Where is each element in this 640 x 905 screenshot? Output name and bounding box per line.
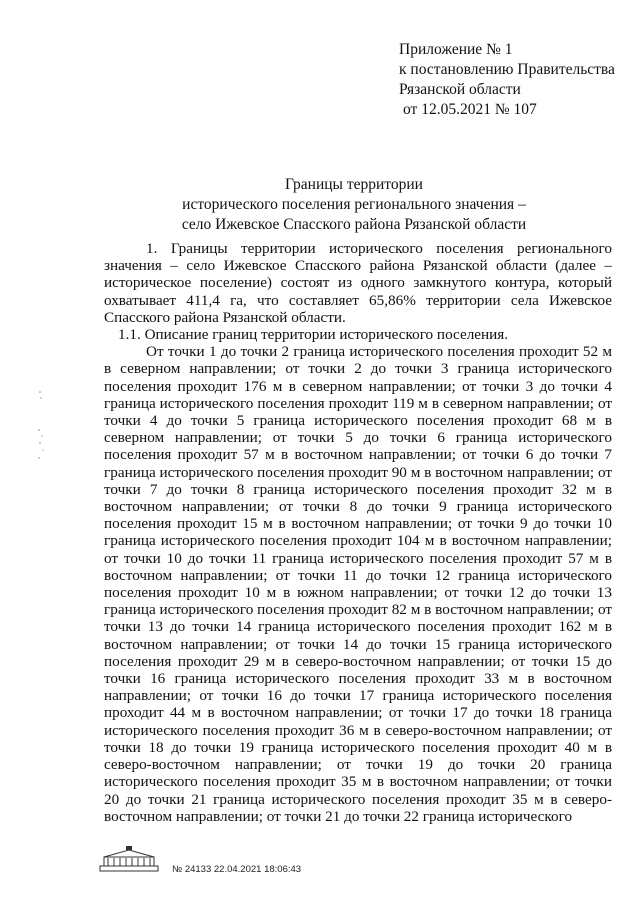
registration-footer — [98, 846, 398, 876]
annex-reference: к постановлению Правительства — [399, 61, 615, 78]
paragraph-1-1-heading: 1.1. Описание границ территории исторического поселения. — [118, 326, 509, 344]
title-line-2: исторического поселения регионального значения – — [182, 196, 526, 213]
scan-noise-icon — [34, 388, 48, 468]
annex-region: Рязанской области — [399, 81, 521, 98]
title-line-3: село Ижевское Спасского района Рязанской области — [181, 216, 527, 233]
paragraph-1: 1. Границы территории исторического поселения регионального значения – село Ижевское Спасского района Рязанской области (далее – историческое поселение) состоят из одного замкнутого контура, который охватывает 411,4 га, что составляет 65,86% территории села Ижевское Спасского района Рязанской области. — [104, 240, 612, 326]
title-line-1: Границы территории — [285, 176, 423, 193]
scan-margin-marks — [34, 388, 48, 468]
annex-date: от 12.05.2021 № 107 — [403, 101, 537, 118]
registration-stamp: № 24133 22.04.2021 18:06:43 — [172, 864, 302, 875]
boundary-description: От точки 1 до точки 2 граница исторического поселения проходит 52 м в северном направлении; от точки 2 до точки 3 граница исторического поселения проходит 176 м в северном направлении; от точки 3 до точки 4 граница исторического поселения проходит 119 м в северном направлении; от точки 4 до точки 5 граница исторического поселения проходит 68 м в северном направлении; от точки 5 до точки 6 граница исторического поселения проходит 57 м в восточном направлении; от точки 6 до точки 7 граница исторического поселения проходит 90 м в восточном направлении; от точки 7 до точки 8 граница исторического поселения проходит 32 м в восточном направлении; от точки 8 до точки 9 граница исторического поселения проходит 15 м в восточном направлении; от точки 9 до точки 10 граница исторического поселения проходит 104 м в восточном направлении; от точки 10 до точки 11 граница исторического поселения проходит 57 м в восточном направлении; от точки 11 до точки 12 граница исторического поселения проходит 10 м в южном направлении; от точки 12 до точки 13 граница исторического поселения проходит 82 м в восточном направлении; от точки 13 до точки 14 граница исторического поселения проходит 162 м в восточном направлении; от точки 14 до точки 15 граница исторического поселения проходит 29 м в северо-восточном направлении; от точки 15 до точки 16 граница исторического поселения проходит 33 м в восточном направлении; от точки 16 до точки 17 граница исторического поселения проходит 44 м в восточном направлении; от точки 17 до точки 18 граница исторического поселения проходит 36 м в северо-восточном направлении; от точки 18 до точки 19 граница исторического поселения проходит 40 м в северо-восточном направлении; от точки 19 до точки 20 граница исторического поселения проходит 35 м в восточном направлении; от точки 20 до точки 21 граница исторического поселения проходит 35 м в северо-восточном направлении; от точки 21 до точки 22 граница исторического — [104, 343, 612, 825]
document-body — [104, 240, 612, 825]
government-building-logo — [98, 846, 160, 872]
document-title — [104, 175, 604, 235]
annex-header — [399, 40, 629, 120]
annex-number: Приложение № 1 — [399, 41, 513, 58]
